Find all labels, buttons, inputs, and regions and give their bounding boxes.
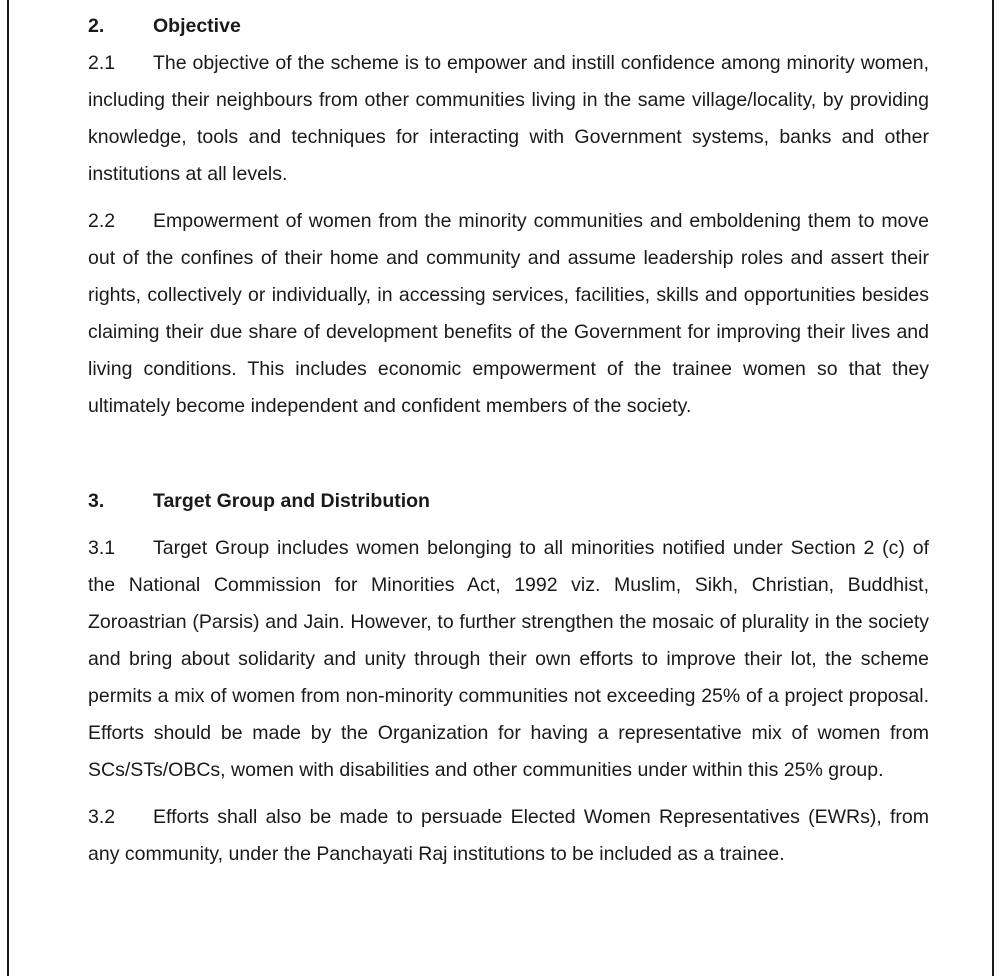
document-content [88,12,929,873]
paragraph-number: 3.2 [88,806,116,828]
paragraph-number: 2.1 [88,52,116,74]
paragraph-3-2 [88,799,929,873]
section-title: Objective [153,15,241,37]
paragraph-text: Target Group includes women belonging to all minorities notified under Section 2 (c) of the National Commission for Minorities Act, 1992 viz. Muslim, Sikh, Christian, Buddhist, Zoroastrian (Parsis) and Jain. However, to further strengthen the mosaic of plurality in the society and bring about solidarity and unity through their own efforts to improve their lot, the scheme permits a mix of women from non-minority communities not exceeding 25% of a project proposal. Efforts should be made by the Organization for having a representative mix of women from SCs/STs/OBCs, women with disabilities and other communities under within this 25% group. [88,537,929,781]
paragraph-number: 3.1 [88,537,116,559]
paragraph-2-2 [88,203,929,425]
section-heading-objective [88,12,929,40]
section-heading-target-group [88,487,929,515]
paragraph-text: Efforts shall also be made to persuade Elected Women Representatives (EWRs), from any community, under the Panchayati Raj institutions to be included as a trainee. [88,806,929,865]
paragraph-3-1 [88,530,929,789]
document-page [7,0,994,976]
paragraph-text: The objective of the scheme is to empower and instill confidence among minority women, including their neighbours from other communities living in the same village/locality, by providing knowledge, tools and techniques for interacting with Government systems, banks and other institutions at all levels. [88,52,929,185]
paragraph-number: 2.2 [88,210,116,232]
section-number: 2. [88,15,105,37]
section-title: Target Group and Distribution [153,490,430,512]
paragraph-2-1 [88,45,929,193]
section-number: 3. [88,490,105,512]
paragraph-text: Empowerment of women from the minority communities and emboldening them to move out of the confines of their home and community and assume leadership roles and assert their rights, collectively or individually, in accessing services, facilities, skills and opportunities besides claiming their due share of development benefits of the Government for improving their lives and living conditions. This includes economic empowerment of the trainee women so that they ultimately become independent and confident members of the society. [88,210,929,417]
